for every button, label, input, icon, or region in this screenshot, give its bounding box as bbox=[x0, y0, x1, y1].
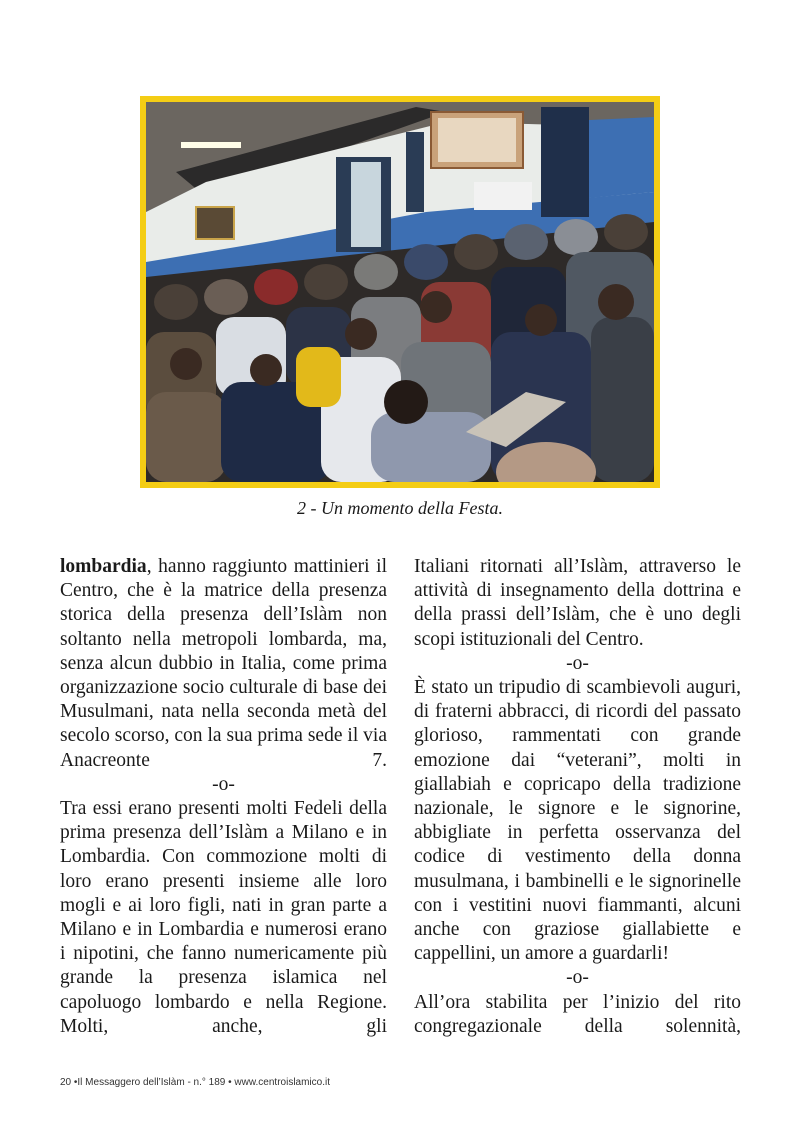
paragraph bbox=[60, 555, 387, 773]
text-column-right bbox=[414, 555, 741, 1039]
section-separator: -o- bbox=[212, 773, 235, 795]
section-separator: -o- bbox=[566, 652, 589, 674]
figure-caption: 2 - Un momento della Festa. bbox=[297, 498, 503, 518]
bold-lead-word: lombardia bbox=[60, 556, 147, 577]
page-footer: 20 •Il Messaggero dell’Islàm - n.° 189 • www.centroislamico.it bbox=[60, 1077, 330, 1088]
section-separator: -o- bbox=[566, 967, 589, 989]
text-column-left bbox=[60, 555, 387, 1039]
paragraph: È stato un tripudio di scambievoli auguri, di fraterni abbracci, di ricordi del passato glorioso, rammentati con grande emozione dai “veterani”, molti in giallabiah e copricapo della tradizione nazionale, le signore e le signorine, abbigliate in perfetta osservanza del codice di vestimento della donna musulmana, i bambinelli e le signorinelle con i vestitini nuovi fiammanti, alcuni anche con graziose giallabiette e cappellini, un amore a guardarli! bbox=[414, 677, 741, 965]
paragraph: Tra essi erano presenti molti Fedeli della prima presenza dell’Islàm a Milano e in Lombardia. Con commozione molti di loro erano presenti insieme alle loro mogli e ai loro figli, nati in gran parte a Milano e in Lombardia e numerosi erano i nipotini, che fanno numericamente più grande la presenza islamica nel capoluogo lombardo e nella Regione. Molti, anche, gli bbox=[60, 798, 387, 1037]
paragraph: All’ora stabilita per l’inizio del rito congregazionale della solennità, bbox=[414, 991, 741, 1037]
paragraph-text: , hanno raggiunto mattinieri il Centro, che è la matrice della presenza storica della presenza dell’Islàm non soltanto nella metropoli lombarda, ma, senza alcun dubbio in Italia, come prima organizzazione socio culturale di base dei Musulmani, nata nella seconda metà del secolo scorso, con la sua prima sede il via Anacreonte 7. bbox=[60, 556, 387, 771]
prayer-hall-photo bbox=[146, 102, 654, 482]
paragraph: Italiani ritornati all’Islàm, attraverso le attività di insegnamento della dottrina e della prassi dell’Islàm, che è uno degli scopi istituzionali del Centro. bbox=[414, 556, 741, 650]
figure-photo bbox=[140, 96, 660, 488]
